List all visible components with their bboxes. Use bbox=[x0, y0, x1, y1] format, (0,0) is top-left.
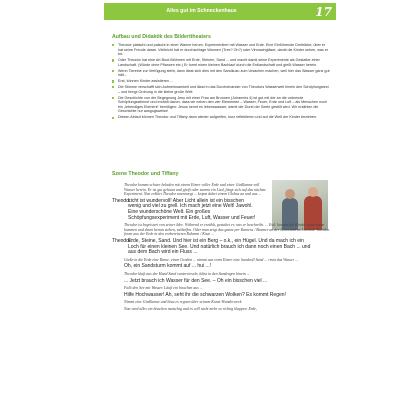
speech-text: Oh, ein Sandsturm kommt auf ... hui ...! bbox=[124, 263, 211, 270]
stage-direction: Fallt den See mit Wasser. Läuft ein bisschen aus ... bbox=[124, 286, 203, 291]
list-item: Die Geschichte von der Begegnung Jesu mit einer Frau am Brunnen (Johannes 4) ist gut mit der an die ordnende Schöpfungsstimme und erzählt davon, dass wir neben den vier Elementen – Wasser, Feuer, Erde und Luft – als Menschen noch ein „lebendiges Element“ benötigen: Jesus nennt es lebenswasser, damit der Durst der Seele gestillt wird. Wir erzählen die Geschichte nur ausgugsweise! bbox=[112, 96, 330, 115]
bullet-square-icon bbox=[112, 97, 114, 99]
bullet-square-icon bbox=[112, 80, 114, 82]
bullet-square-icon bbox=[112, 44, 114, 46]
page-number: 17 bbox=[315, 5, 332, 19]
bullet-square-icon bbox=[112, 117, 114, 119]
page bbox=[104, 0, 336, 400]
speaker-label: Theodor: bbox=[112, 237, 133, 244]
dialog-line bbox=[112, 239, 330, 256]
list-item: Diesen Ablauf können Theodor und Tiffany dann wieder aufgreifen, kurz reflektieren und auf die Welt der Kinder beziehen. bbox=[112, 115, 330, 120]
bullet-list bbox=[112, 43, 330, 121]
scene-script bbox=[112, 183, 330, 313]
list-item: Theodor platscht und patscht in einer Wanne herum. Experimentiert mit Wasser und Erde. Eine Einführende Dreiblicke, über er hat seine Freude daran. Vielleicht hat er durchschlage Wannen (Tree? Oh?) oder Vinmachgläser, damit die Kinder sehen, was er tut. bbox=[112, 43, 330, 57]
section-heading-szene: Szene Theodor und Tiffany bbox=[112, 171, 179, 177]
list-item: Oder Theodor hat eine Art Boot-Blühmen mit Erde, Steinen, Sand ... und macht damit seine Experimente als Gestalter einer Landschaft. (Würde ohne Pflanzen etc.) Er formt einen kleinen Bachlauf durch die Erdlandschaft und gießt Wasser herein. bbox=[112, 58, 330, 67]
speech-text: ... Jetzt brauch ich Wasser für den See. – Oh ein bisschen viel ... bbox=[124, 277, 268, 284]
stage-direction: Theodor ist begeistert von seiner Idee. Während er erzählt, gestaltet er, was er beschreibt. ... Evtl. können die Kinder auch vorne kommen und drum herum stehen, mithelfen. Oder man zeigt das ganze per Kamera / Beamer an der Leinwand im Livebild. Theodor formt aus der Erde in den vorbereiteten Rahmen / Kiste ... bbox=[124, 223, 330, 237]
bullet-square-icon bbox=[112, 59, 114, 61]
bullet-square-icon bbox=[112, 70, 114, 72]
stage-direction: Nimmt eine Gießkanne und lässt es regnen über seinem Kunst-Wunderwerk. bbox=[124, 300, 243, 305]
header-bar bbox=[104, 3, 336, 20]
list-item: Die Stimme verschafft sich Aufmerksamkeit und lässt in das Durcheinander von Theodors Wasserwelt hinein den Schöpfungstext – und bringt Ordnung in die kleine große Welt. bbox=[112, 85, 330, 94]
stage-direction: Theodor läuft aus der Hand Sand runterrieseln, bläst in den Sandregen hinein ... bbox=[124, 271, 250, 276]
section-heading-aufbau: Aufbau und Didaktik des Bilderttheaters bbox=[112, 34, 211, 40]
stage-direction: Nun wird alles ein bisschen matschig und es will nicht mehr so richtig klappen. Erde, bbox=[124, 306, 257, 311]
header-title: Alles gut im Schneckenhaus bbox=[166, 8, 237, 14]
bullet-square-icon bbox=[112, 86, 114, 88]
list-item: Erst, können Kinder assistieren ... bbox=[112, 79, 330, 84]
speech-text: Licht ist wundervoll! Aber Licht allein ist ein bisschen wenig und viel zu grell. Ich mach jetzt eine Welt! Jawohl. Eine wunderschöne Welt. Ein großes Schöpfungsexperiment mit Erde, Luft, Wasser und Feuer! bbox=[128, 197, 256, 221]
stage-direction: Gieße in die Erde eine Rinne, einen Graben ... nimmt aus vorm Eimer eine handvoll Sand ... rinnt das Wasser ... bbox=[124, 257, 299, 262]
stage-direction: Theodor kommt schwer beladen mit einem Eimer voller Erde und einer Gießkanne voll Wasser herein. Er ist gut gelaunt und pfeift oder summt ein Lied, fängt sich auf das nächste Experiment. Nun erklärt Theodor unentwegt ... knipst dabei einem Globus an und aus ... bbox=[124, 183, 266, 197]
dialog-line bbox=[112, 199, 330, 221]
speech-text: Erde, Steine, Sand. Und hier ist ein Berg – o.k., ein Hügel. Und da mach ich ein Loch für einen kleinen See. Und natürlich brauch ich dann noch einen Bach ... und aus dem Bach wird ein Fluss ... bbox=[128, 237, 311, 256]
speaker-label: Theodor: bbox=[112, 197, 133, 204]
speech-text: Hilfe Hochwasser! Ah, seht ihr die schwarzen Wolken? Es kommt Regen! bbox=[124, 291, 286, 298]
list-item: Wenn Tiereine zur Verfügung steht, dann lässt sich dies mit den Sandkuzu zum Ursachen machen, weil hier das Wasser ganz gut hält... bbox=[112, 69, 330, 78]
